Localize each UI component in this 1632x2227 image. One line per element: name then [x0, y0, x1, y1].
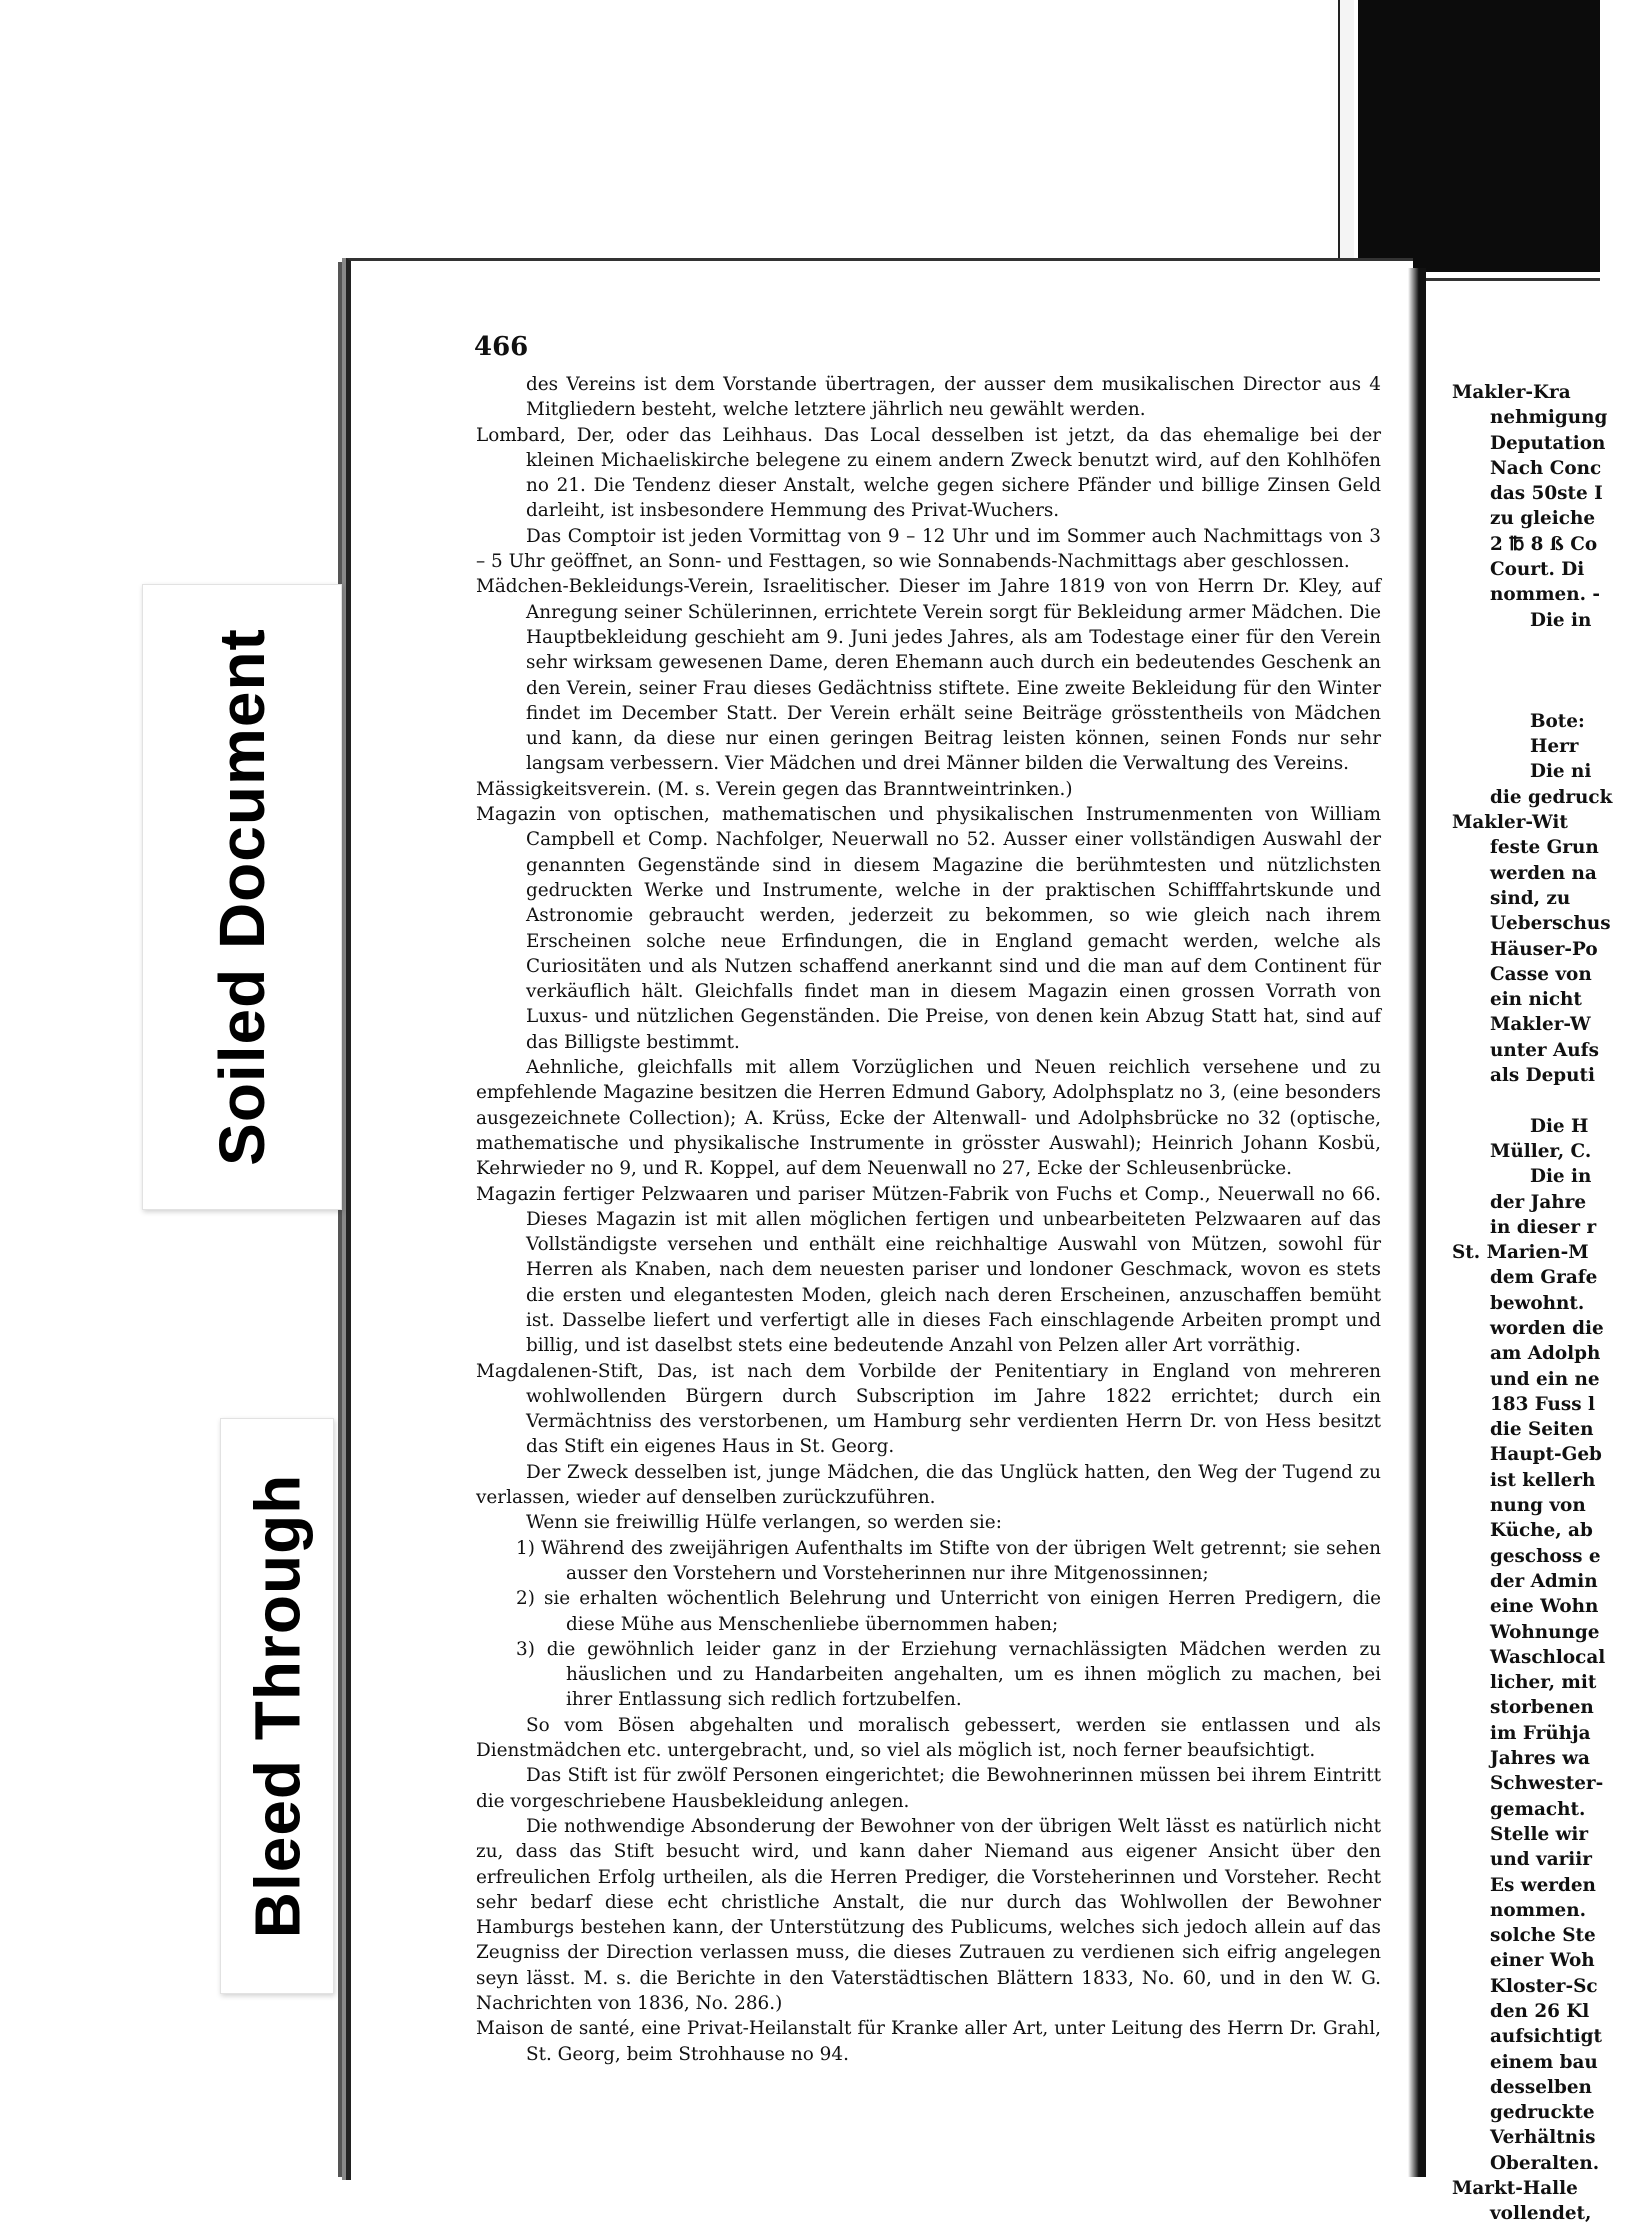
right-page-line: dem Grafe: [1490, 1267, 1598, 1289]
right-page-line: eine Wohn: [1490, 1596, 1599, 1618]
right-page-line: Court. Di: [1490, 559, 1585, 581]
right-page-line: Waschlocal: [1490, 1646, 1606, 1668]
paragraph: Magazin von optischen, mathematischen und physikalischen Instrumenmenten von William Campbell et Comp. Nachfolger, Neuerwall no 52. Ausser einer vollständigen Auswahl der genannten Gegenstände sind in diesem Magazine die berühmtesten und nützlichsten gedruckten Werke und Instrumente, welche in der praktischen Schifffahrtskunde und Astronomie gebraucht werden, jederzeit zu bekommen, so wie gleich nach ihrem Erscheinen solche neue Erfindungen, die in England gemacht werden, welche als Curiositäten und als Nutzen schaffend anerkannt sind und die man auf dem Continent für verkäuflich hält. Gleichfalls findet man in diesem Magazin einen grossen Vorrath von Luxus- und nützlichen Gegenständen. Die Preise, von denen kein Abzug Statt hat, sind auf das Billigste bestimmt.: [476, 804, 1381, 1053]
right-page-line: Müller, C.: [1490, 1140, 1592, 1162]
right-page-line: Casse von: [1490, 963, 1592, 985]
paragraph: So vom Bösen abgehalten und moralisch gebessert, werden sie entlassen und als Dienstmädchen etc. untergebracht, und, so viel als möglich ist, noch ferner beaufsichtigt.: [476, 1714, 1381, 1762]
paragraph: des Vereins ist dem Vorstande übertragen, der ausser dem musikalischen Director aus 4 Mitgliedern besteht, welche letztere jährlich neu gewählt werden.: [526, 374, 1381, 421]
right-page-line: die gedruck: [1490, 786, 1613, 808]
right-page-line: Jahres wa: [1490, 1748, 1590, 1770]
right-page-line: Bote:: [1530, 710, 1585, 732]
right-page-line: bewohnt.: [1490, 1292, 1585, 1314]
soiled-document-text: Soiled Document: [206, 628, 278, 1166]
left-page-text: [476, 372, 1381, 2067]
right-page-line: unter Aufs: [1490, 1039, 1599, 1061]
right-page-line: gedruckte: [1490, 2102, 1595, 2124]
right-page-line: feste Grun: [1490, 837, 1599, 859]
bleed-through-text: Bleed Through: [241, 1473, 313, 1939]
book-gutter: [1408, 268, 1426, 2177]
right-page-line: der Jahre: [1490, 1191, 1587, 1213]
right-page-line: Makler-W: [1490, 1014, 1591, 1036]
right-page-line: einem bau: [1490, 2051, 1598, 2073]
right-page-line: Es werden: [1490, 1874, 1596, 1896]
right-page-line: [1452, 633, 1632, 658]
right-page-line: am Adolph: [1490, 1343, 1601, 1365]
paragraph: Die nothwendige Absonderung der Bewohner von der übrigen Welt lässt es natürlich nicht zu, dass das Stift besucht wird, und kann daher Niemand aus eigener Ansicht über den erfreulichen Erfolg urtheilen, als die Herren Prediger, die Vorsteherinnen und Vorsteher. Recht sehr bedarf diese echt christliche Anstalt, die nur durch das Wohlwollen der Bewohner Hamburgs bestehen kann, der Unterstützung des Publicums, welches sich jedoch allein auf das Zeugniss der Direction verlassen muss, die dieses Zutrauen zu verdienen sich eifrig angelegen seyn lässt. M. s. die Berichte in den Vaterstädtischen Blättern 1833, No. 60, und in den W. G. Nachrichten von 1836, No. 286.): [476, 1815, 1381, 2014]
scanner-edge: [1338, 0, 1354, 270]
paragraph: Das Stift ist für zwölf Personen eingerichtet; die Bewohnerinnen müssen bei ihrem Eintritt die vorgeschriebene Hausbekleidung anlegen.: [476, 1765, 1381, 1812]
right-page-line: licher, mit: [1490, 1672, 1597, 1694]
right-page-line: im Frühja: [1490, 1722, 1591, 1744]
right-page-line: Markt-Halle: [1452, 2178, 1578, 2200]
paragraph: 1) Während des zweijährigen Aufenthalts im Stifte von der übrigen Welt getrennt; sie sehen ausser den Vorstehern und Vorsteherinnen nur ihre Mitgenossinnen;: [516, 1537, 1381, 1584]
right-page-line: nommen. -: [1490, 584, 1601, 606]
right-page-line: [1452, 658, 1632, 683]
right-page-line: und ein ne: [1490, 1368, 1600, 1390]
paragraph: Lombard, Der, oder das Leihhaus. Das Local desselben ist jetzt, da das ehemalige bei der kleinen Michaeliskirche belegene zu einem andern Zweck benutzt wird, auf den Kohlhöfen no 21. Die Tendenz dieser Anstalt, welche gegen sichere Pfänder und billige Zinsen Geld darleiht, ist insbesondere Hemmung des Privat-Wuchers.: [476, 424, 1381, 522]
right-page-line: vollendet,: [1490, 2203, 1592, 2225]
right-page-text: [1452, 380, 1632, 2227]
right-page-line: worden die: [1490, 1317, 1604, 1339]
right-page-line: Makler-Wit: [1452, 812, 1568, 834]
paragraph: Aehnliche, gleichfalls mit allem Vorzüglichen und Neuen reichlich versehene und zu empfehlende Magazine besitzen die Herren Edmund Gabory, Adolphsplatz no 3, (eine besonders ausgezeichnete Collection); A. Krüss, Ecke der Altenwall- und Adolphsbrücke no 32 (optische, mathematische und physikalische Instrumente in grösster Auswahl); Heinrich Johann Kosbü, Kehrwieder no 9, und R. Koppel, auf dem Neuenwall no 27, Ecke der Schleusenbrücke.: [476, 1057, 1381, 1180]
right-page-line: Häuser-Po: [1490, 938, 1598, 960]
paragraph: 2) sie erhalten wöchentlich Belehrung und Unterricht von einigen Herren Predigern, die diese Mühe aus Menschenliebe übernommen haben;: [516, 1588, 1381, 1635]
page-edge: [338, 262, 342, 2177]
right-page-line: der Admin: [1490, 1570, 1598, 1592]
right-page-line: Die ni: [1530, 761, 1592, 783]
paragraph: Wenn sie freiwillig Hülfe verlangen, so werden sie:: [526, 1512, 1002, 1534]
right-page-line: Nach Conc: [1490, 457, 1602, 479]
right-page-line: gemacht.: [1490, 1798, 1586, 1820]
right-page-line: nung von: [1490, 1495, 1586, 1517]
right-page-line: einer Woh: [1490, 1950, 1595, 1972]
paragraph: Mässigkeitsverein. (M. s. Verein gegen das Branntweintrinken.): [476, 778, 1073, 800]
right-page-line: Verhältnis: [1490, 2127, 1596, 2149]
right-page-line: werden na: [1490, 862, 1597, 884]
right-page-line: desselben: [1490, 2076, 1592, 2098]
paragraph: Das Comptoir ist jeden Vormittag von 9 – 12 Uhr und im Sommer auch Nachmittags von 3 – 5 Uhr geöffnet, an Sonn- und Festtagen, so wie Sonnabends-Nachmittags aber geschlossen.: [476, 525, 1381, 573]
right-page-line: solche Ste: [1490, 1925, 1596, 1947]
bleed-through-label: [220, 1418, 334, 1994]
right-page-line: das 50ste I: [1490, 483, 1603, 505]
right-page-line: Stelle wir: [1490, 1823, 1589, 1845]
right-page-line: Schwester-: [1490, 1773, 1604, 1795]
right-page-line: [1452, 1088, 1632, 1113]
right-page-line: Oberalten.: [1490, 2152, 1600, 2174]
right-page-line: St. Marien-M: [1452, 1242, 1589, 1264]
paragraph: Magazin fertiger Pelzwaaren und pariser Mützen-Fabrik von Fuchs et Comp., Neuerwall no 66. Dieses Magazin ist mit allen möglichen fertigen und unbearbeiteten Pelzwaaren auf das Vollständigste versehen und enthält eine reichhaltige Auswahl von Mützen, sowohl für Herren als Knaben, nach dem neuesten pariser und londoner Geschmack, wovon es stets die ersten und elegantesten Moden, gleich nach deren Erscheinen, anzuschaffen bemüht ist. Dasselbe liefert und verfertigt alle in dieses Fach einschlagende Arbeiten prompt und billig, und ist daselbst stets eine bedeutende Anzahl von Pelzen aller Art vorräthig.: [476, 1183, 1381, 1357]
right-page-line: storbenen: [1490, 1697, 1594, 1719]
right-page-line: Die in: [1530, 609, 1592, 631]
right-page-line: in dieser r: [1490, 1216, 1597, 1238]
right-page-line: ein nicht: [1490, 989, 1582, 1011]
right-page-line: [1452, 684, 1632, 709]
right-page-line: 2 ℔ 8 ß Co: [1490, 533, 1598, 555]
paragraph: Maison de santé, eine Privat-Heilanstalt für Kranke aller Art, unter Leitung des Herrn Dr. Grahl, St. Georg, beim Strohhause no 94.: [476, 2018, 1381, 2065]
paragraph: 3) die gewöhnlich leider ganz in der Erziehung vernachlässigten Mädchen werden zu häuslichen und zu Handarbeiten angehalten, um es ihnen möglich zu machen, bei ihrer Entlassung sich redlich fortzubelfen.: [516, 1638, 1381, 1711]
right-page-line: Ueberschus: [1490, 913, 1611, 935]
right-page-line: aufsichtigt: [1490, 2026, 1602, 2048]
right-page-line: 183 Fuss l: [1490, 1393, 1595, 1415]
scanner-shadow-bar: [1358, 0, 1600, 272]
right-page-line: und variir: [1490, 1849, 1592, 1871]
right-page-line: Makler-Kra: [1452, 382, 1571, 403]
right-page-line: geschoss e: [1490, 1545, 1601, 1567]
right-page-line: nommen.: [1490, 1899, 1587, 1921]
right-page-line: Kloster-Sc: [1490, 1975, 1598, 1997]
page-number: 466: [474, 332, 529, 362]
right-page-line: ist kellerh: [1490, 1469, 1596, 1491]
right-page-line: zu gleiche: [1490, 508, 1596, 530]
right-page-line: nehmigung: [1490, 407, 1608, 429]
right-page-line: als Deputi: [1490, 1065, 1596, 1087]
right-page-line: Haupt-Geb: [1490, 1444, 1602, 1466]
right-page-line: Küche, ab: [1490, 1520, 1593, 1542]
soiled-document-label: [142, 584, 342, 1210]
right-page-line: sind, zu: [1490, 887, 1571, 909]
paragraph: Magdalenen-Stift, Das, ist nach dem Vorbilde der Penitentiary in England von mehreren wohlwollenden Bürgern durch Subscription im Jahre 1822 errichtet; durch ein Vermächtniss des verstorbenen, um Hamburg sehr verdienten Herrn Dr. von Hess besitzt das Stift ein eigenes Haus in St. Georg.: [476, 1360, 1381, 1458]
right-page-line: Herr: [1530, 736, 1579, 758]
right-page-line: den 26 Kl: [1490, 2001, 1590, 2022]
right-page-line: Deputation: [1490, 432, 1606, 454]
right-page-line: Die H: [1530, 1115, 1589, 1137]
paragraph: Mädchen-Bekleidungs-Verein, Israelitischer. Dieser im Jahre 1819 von von Herrn Dr. Kley, auf Anregung seiner Schülerinnen, errichtete Verein sorgt für Bekleidung armer Mädchen. Die Hauptbekleidung geschieht am 9. Juni jedes Jahres, als am Todestage einer für den Verein sehr wirksam gewesenen Dame, deren Ehemann auch durch ein bedeutendes Geschenk an den Verein, seiner Frau dieses Gedächtniss stiftete. Eine zweite Bekleidung für den Winter findet im December Statt. Der Verein erhält seine Beiträge grösstentheils von Mädchen und kann, da diese nur einen geringen Beitrag leisten können, seinen Fonds nur sehr langsam verbessern. Vier Mädchen und drei Männer bilden die Verwaltung des Vereins.: [476, 576, 1381, 775]
right-page-line: die Seiten: [1490, 1419, 1594, 1441]
right-page-line: Die in: [1530, 1166, 1592, 1188]
paragraph: Der Zweck desselben ist, junge Mädchen, die das Unglück hatten, den Weg der Tugend zu verlassen, wieder auf denselben zurückzuführen.: [476, 1461, 1381, 1509]
right-page-line: Wohnunge: [1490, 1621, 1600, 1643]
